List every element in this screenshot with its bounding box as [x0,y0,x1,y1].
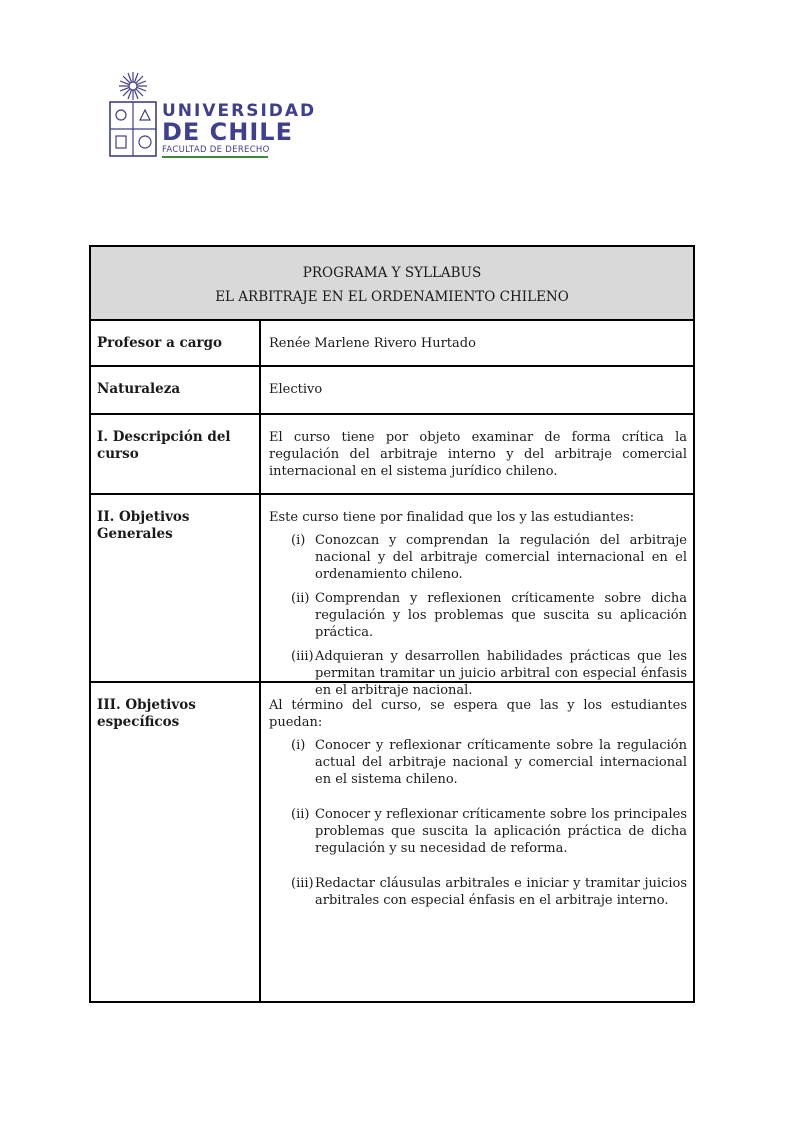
logo-divider [162,156,268,158]
item-text: Redactar cláusulas arbitrales e iniciar y tramitar juicios arbitrales con especial énfasis en el arbitraje interno. [315,876,687,908]
item-text: Conocer y reflexionar críticamente sobre la regulación actual del arbitraje nacional y comercial internacional en el sistema chileno. [315,738,687,787]
row-label: Naturaleza [91,367,261,413]
table-row-description [91,415,693,495]
university-logo [108,70,317,160]
row-label: II. Objetivos Generales [91,495,261,681]
item-number: (i) [291,533,306,548]
table-row-specific-objectives [91,683,693,1001]
objectives-list [269,532,687,699]
row-value [261,495,693,698]
table-row-nature [91,367,693,415]
row-value [261,683,693,1001]
list-item [269,590,687,641]
header-subtitle: EL ARBITRAJE EN EL ORDENAMIENTO CHILENO [215,289,569,305]
item-text: Adquieran y desarrollen habilidades prácticas que les permitan tramitar un juicio arbitral con especial énfasis en el arbitraje nacional. [315,649,687,698]
list-item [269,875,687,909]
item-number: (ii) [291,807,310,822]
item-number: (iii) [291,649,314,664]
item-text: Conozcan y comprendan la regulación del arbitraje nacional y del arbitraje comercial internacional en el ordenamiento chileno. [315,533,687,582]
header-title: PROGRAMA Y SYLLABUS [302,265,482,281]
row-value: Electivo [269,382,323,397]
list-item [269,737,687,788]
item-text: Conocer y reflexionar críticamente sobre los principales problemas que suscita la aplicación práctica de dicha regulación y su necesidad de reforma. [315,807,687,856]
item-number: (i) [291,738,306,753]
table-header [91,247,693,321]
row-label: I. Descripción del curso [91,415,261,493]
row-label: III. Objetivos específicos [91,683,261,1001]
table-row-professor [91,321,693,367]
item-text: Comprendan y reflexionen críticamente sobre dicha regulación y los problemas que suscita su aplicación práctica. [315,591,687,640]
item-number: (iii) [291,876,314,891]
item-number: (ii) [291,591,310,606]
objectives-list [269,737,687,909]
objectives-intro: Al término del curso, se espera que las y los estudiantes puedan: [269,698,687,730]
objectives-intro: Este curso tiene por finalidad que los y las estudiantes: [269,510,635,525]
university-seal-icon [108,70,158,160]
table-row-general-objectives [91,495,693,698]
list-item [269,532,687,583]
row-value: Renée Marlene Rivero Hurtado [269,336,476,351]
row-label: Profesor a cargo [91,321,261,365]
list-item [269,806,687,857]
logo-chile-text: DE CHILE [162,118,293,146]
logo-university-text: UNIVERSIDAD [162,101,317,121]
row-value: El curso tiene por objeto examinar de forma crítica la regulación del arbitraje interno y del arbitraje comercial internacional en el sistema jurídico chileno. [269,430,687,479]
logo-faculty-text: FACULTAD DE DERECHO [162,145,270,155]
syllabus-table [89,245,695,1003]
